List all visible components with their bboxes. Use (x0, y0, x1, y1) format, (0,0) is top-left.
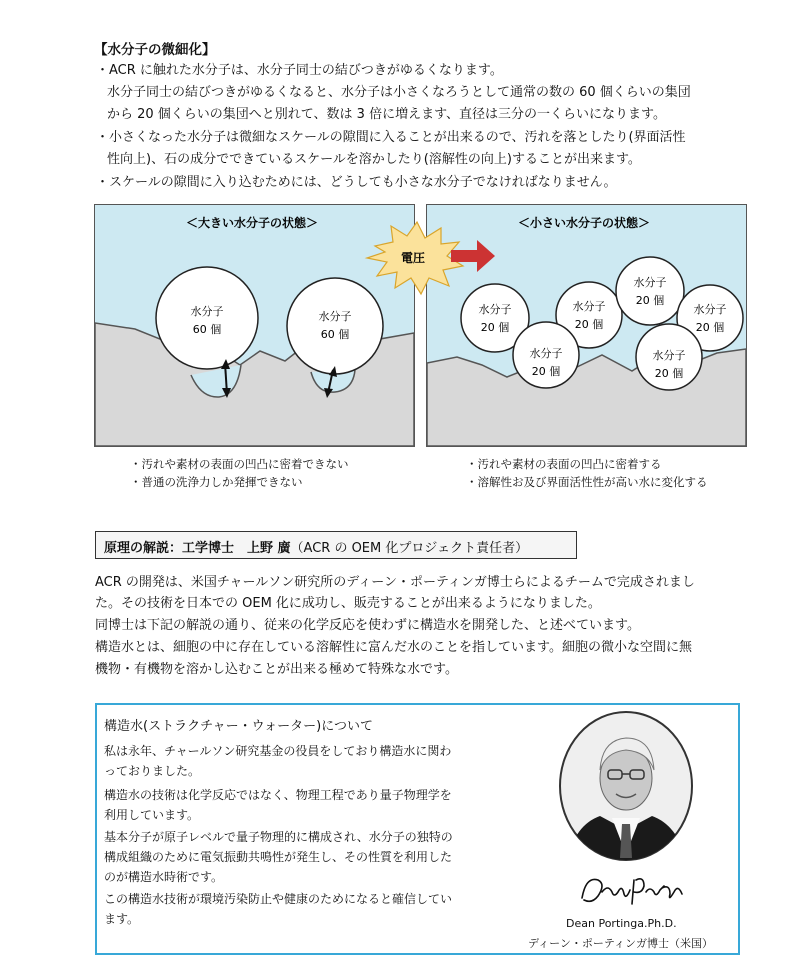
molecule-count: 20 個 (480, 321, 510, 334)
testimony-line: この構造水技術が環境汚染防止や健康のためになると確信してい (104, 892, 453, 906)
molecule-label: 水分子 (529, 347, 563, 360)
molecule-count: 20 個 (695, 321, 725, 334)
left-note: ・汚れや素材の表面の凹凸に密着できない (130, 457, 349, 471)
voltage-label: 電圧 (400, 251, 426, 265)
section-title: 【水分子の微細化】 (94, 42, 216, 58)
bullet-line: 性向上)、石の成分でできているスケールを溶かしたり(溶解性の向上)することが出来ます。 (107, 152, 641, 167)
right-note: ・溶解性お及び界面活性性が高い水に変化する (466, 475, 708, 489)
molecule-label: 水分子 (633, 276, 667, 289)
tie (620, 824, 632, 858)
bullet-line: 水分子同士の結びつきがゆるくなると、水分子は小さくなろうとして通常の数の 60 個くらいの集団 (107, 85, 691, 100)
left-note: ・普通の洗浄力しか発揮できない (130, 475, 303, 489)
principle-heading (95, 531, 577, 559)
testimony-line: 構造水の技術は化学反応ではなく、物理工程であり量子物理学を (104, 788, 452, 802)
principle-line: 機物・有機物を溶かし込むことが出来る極めて特殊な水です。 (95, 662, 458, 677)
right-note: ・汚れや素材の表面の凹凸に密着する (466, 457, 662, 471)
testimony-line: 構成組織のために電気振動共鳴性が発生し、その性質を利用した (104, 850, 453, 864)
voltage-burst (355, 218, 505, 298)
doctor-name-ja: ディーン・ポーティンガ博士（米国） (528, 937, 714, 950)
bullet-line: から 20 個くらいの集団へと別れて、数は 3 倍に増えます、直径は三分の一くらいになります。 (107, 107, 667, 122)
structured-water-title: 構造水(ストラクチャー・ウォーター)について (104, 719, 373, 734)
molecule-label: 水分子 (318, 310, 352, 323)
bullet-line: ・ACR に触れた水分子は、水分子同士の結びつきがゆるくなります。 (96, 63, 503, 78)
molecule-label: 水分子 (693, 303, 727, 316)
doctor-name-en: Dean Portinga.Ph.D. (566, 917, 677, 930)
signature-stroke (582, 879, 682, 904)
molecule-count: 20 個 (654, 367, 684, 380)
panel-title: ＜大きい水分子の状態＞ (185, 216, 319, 230)
portrait-photo (556, 708, 698, 868)
molecule-label: 水分子 (190, 305, 224, 318)
large-molecule (156, 267, 258, 369)
bullet-line: ・小さくなった水分子は微細なスケールの隙間に入ることが出来るので、汚れを落としたり(界面活性 (96, 130, 686, 145)
molecule-count: 60 個 (192, 323, 222, 336)
molecule-count: 20 個 (531, 365, 561, 378)
panel-title: ＜小さい水分子の状態＞ (517, 216, 651, 230)
molecule-count: 20 個 (635, 294, 665, 307)
molecule-label: 水分子 (572, 300, 606, 313)
principle-line: ACR の開発は、米国チャールソン研究所のディーン・ポーティンガ博士らによるチームで完成されまし (95, 575, 695, 590)
testimony-line: 基本分子が原子レベルで量子物理的に構成され、水分子の独特の (104, 830, 453, 844)
principle-heading-bold: 原理の解説：工学博士 上野 廣 (104, 541, 291, 556)
testimony-line: 私は永年、チャールソン研究基金の役員をしており構造水に関わ (104, 744, 452, 758)
molecule-label: 水分子 (478, 303, 512, 316)
signature (578, 870, 690, 910)
principle-line: 同博士は下記の解説の通り、従来の化学反応を使わずに構造水を開発した、と述べています。 (95, 618, 640, 633)
testimony-line: ます。 (104, 912, 140, 926)
molecule-count: 20 個 (574, 318, 604, 331)
small-molecule (616, 257, 684, 325)
molecule-count: 60 個 (320, 328, 350, 341)
molecule-label: 水分子 (652, 349, 686, 362)
testimony-line: 利用しています。 (104, 808, 200, 822)
testimony-line: っておりました。 (104, 764, 201, 778)
bullet-line: ・スケールの隙間に入り込むためには、どうしても小さな水分子でなければなりません。 (96, 175, 617, 190)
principle-line: た。その技術を日本での OEM 化に成功し、販売することが出来るようになりました。 (95, 596, 601, 611)
testimony-line: のが構造水時術です。 (104, 870, 224, 884)
principle-heading-rest: （ACR の OEM 化プロジェクト責任者） (290, 541, 529, 556)
principle-line: 構造水とは、細胞の中に存在している溶解性に富んだ水のことを指しています。細胞の微小な空間に無 (95, 640, 692, 655)
